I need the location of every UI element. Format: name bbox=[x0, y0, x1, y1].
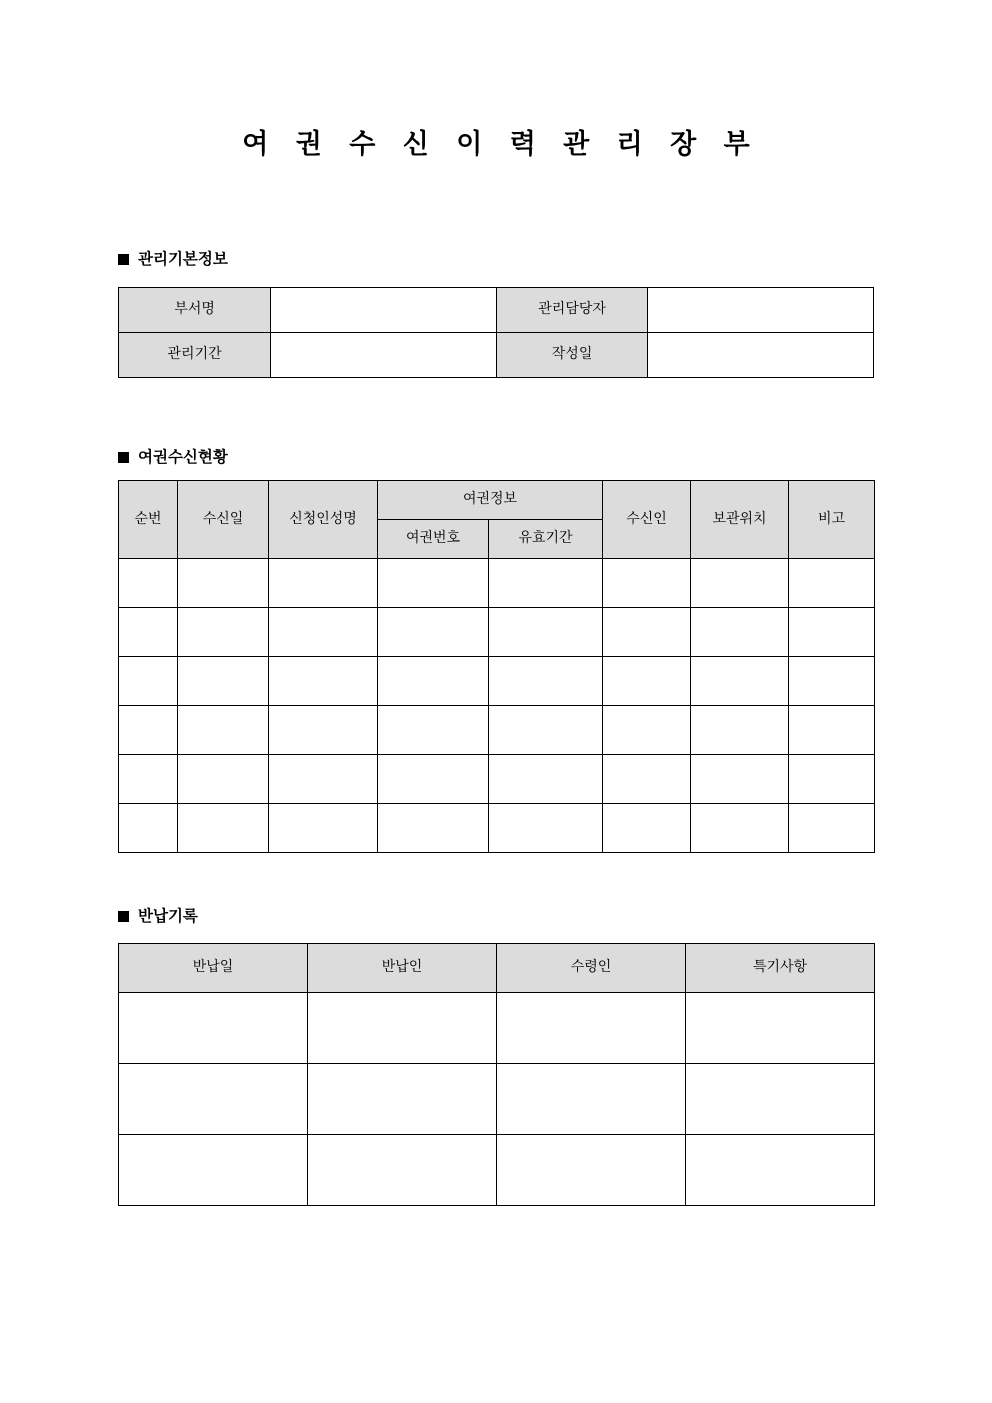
cell-passport-number[interactable] bbox=[378, 706, 489, 755]
header-text: 여권번호 bbox=[405, 530, 461, 547]
table-row bbox=[119, 1135, 875, 1206]
table-row bbox=[119, 559, 875, 608]
cell-applicant-name[interactable] bbox=[269, 559, 378, 608]
header-text: 순번 bbox=[134, 510, 162, 527]
cell-receiver[interactable] bbox=[603, 804, 691, 853]
column-header-return-date bbox=[119, 944, 308, 993]
cell-receiver[interactable] bbox=[603, 657, 691, 706]
section-heading-passport-status bbox=[118, 448, 228, 467]
header-text: 수령인 bbox=[570, 959, 612, 976]
cell-receive-date[interactable] bbox=[178, 804, 269, 853]
cell-receive-date[interactable] bbox=[178, 559, 269, 608]
cell-receiver[interactable] bbox=[603, 755, 691, 804]
cell-applicant-name[interactable] bbox=[269, 755, 378, 804]
return-record-body bbox=[119, 993, 875, 1206]
header-text: 유효기간 bbox=[518, 530, 573, 547]
table-row bbox=[119, 333, 874, 378]
table-row bbox=[119, 608, 875, 657]
cell-applicant-name[interactable] bbox=[269, 706, 378, 755]
value-cell-period[interactable] bbox=[271, 333, 497, 378]
section-heading-label: 반납기록 bbox=[138, 907, 198, 925]
table-row bbox=[119, 1064, 875, 1135]
table-row bbox=[119, 755, 875, 804]
section-heading-return-record bbox=[118, 907, 198, 926]
cell-recipient[interactable] bbox=[497, 1135, 686, 1206]
cell-receiver[interactable] bbox=[603, 608, 691, 657]
cell-valid-period[interactable] bbox=[489, 804, 603, 853]
header-text: 보관위치 bbox=[712, 510, 767, 527]
cell-remarks[interactable] bbox=[789, 755, 875, 804]
label-text: 부서명 bbox=[174, 301, 215, 318]
cell-applicant-name[interactable] bbox=[269, 804, 378, 853]
cell-storage-location[interactable] bbox=[691, 559, 789, 608]
table-row bbox=[119, 657, 875, 706]
cell-valid-period[interactable] bbox=[489, 657, 603, 706]
cell-seq[interactable] bbox=[119, 755, 178, 804]
section-heading-label: 관리기본정보 bbox=[138, 250, 228, 268]
cell-return-date[interactable] bbox=[119, 1064, 308, 1135]
header-text: 비고 bbox=[817, 510, 846, 527]
table-header-row-top bbox=[119, 481, 875, 520]
section-bullet-icon bbox=[118, 254, 129, 265]
label-text: 관리기간 bbox=[167, 346, 222, 363]
column-header-seq bbox=[119, 481, 178, 559]
cell-applicant-name[interactable] bbox=[269, 657, 378, 706]
cell-recipient[interactable] bbox=[497, 993, 686, 1064]
table-row bbox=[119, 288, 874, 333]
basic-info-table bbox=[118, 287, 874, 378]
cell-passport-number[interactable] bbox=[378, 657, 489, 706]
value-cell-department[interactable] bbox=[271, 288, 497, 333]
table-row bbox=[119, 706, 875, 755]
cell-receive-date[interactable] bbox=[178, 755, 269, 804]
cell-returner[interactable] bbox=[308, 1135, 497, 1206]
header-text: 특기사항 bbox=[752, 959, 808, 976]
section-bullet-icon bbox=[118, 911, 129, 922]
cell-valid-period[interactable] bbox=[489, 755, 603, 804]
cell-seq[interactable] bbox=[119, 706, 178, 755]
cell-storage-location[interactable] bbox=[691, 657, 789, 706]
cell-remarks[interactable] bbox=[789, 559, 875, 608]
column-header-receive-date bbox=[178, 481, 269, 559]
cell-notes[interactable] bbox=[686, 993, 875, 1064]
section-bullet-icon bbox=[118, 452, 129, 463]
header-text: 반납일 bbox=[192, 959, 234, 976]
cell-applicant-name[interactable] bbox=[269, 608, 378, 657]
cell-valid-period[interactable] bbox=[489, 559, 603, 608]
table-row bbox=[119, 993, 875, 1064]
header-text: 신청인성명 bbox=[289, 510, 357, 527]
section-heading-basic-info bbox=[118, 250, 228, 269]
cell-storage-location[interactable] bbox=[691, 755, 789, 804]
column-header-applicant-name bbox=[269, 481, 378, 559]
cell-storage-location[interactable] bbox=[691, 608, 789, 657]
cell-remarks[interactable] bbox=[789, 804, 875, 853]
cell-seq[interactable] bbox=[119, 657, 178, 706]
column-header-returner bbox=[308, 944, 497, 993]
cell-valid-period[interactable] bbox=[489, 608, 603, 657]
table-header-row bbox=[119, 944, 875, 993]
label-text: 작성일 bbox=[551, 346, 593, 363]
cell-seq[interactable] bbox=[119, 804, 178, 853]
value-cell-manager[interactable] bbox=[647, 288, 873, 333]
cell-returner[interactable] bbox=[308, 993, 497, 1064]
column-header-receiver bbox=[603, 481, 691, 559]
cell-storage-location[interactable] bbox=[691, 706, 789, 755]
cell-receiver[interactable] bbox=[603, 706, 691, 755]
label-cell-period bbox=[119, 333, 271, 378]
header-text: 여권정보 bbox=[462, 491, 518, 508]
table-row bbox=[119, 804, 875, 853]
return-record-table bbox=[118, 943, 875, 1206]
cell-return-date[interactable] bbox=[119, 1135, 308, 1206]
header-text: 수신인 bbox=[626, 510, 667, 527]
label-cell-manager bbox=[497, 288, 647, 333]
label-cell-created-date bbox=[497, 333, 647, 378]
column-header-passport-number bbox=[378, 520, 489, 559]
cell-return-date[interactable] bbox=[119, 993, 308, 1064]
column-header-storage-location bbox=[691, 481, 789, 559]
cell-seq[interactable] bbox=[119, 608, 178, 657]
cell-passport-number[interactable] bbox=[378, 608, 489, 657]
cell-passport-number[interactable] bbox=[378, 804, 489, 853]
cell-remarks[interactable] bbox=[789, 608, 875, 657]
passport-status-body bbox=[119, 559, 875, 853]
cell-notes[interactable] bbox=[686, 1064, 875, 1135]
section-heading-label: 여권수신현황 bbox=[138, 448, 228, 466]
cell-remarks[interactable] bbox=[789, 657, 875, 706]
cell-receive-date[interactable] bbox=[178, 657, 269, 706]
cell-passport-number[interactable] bbox=[378, 559, 489, 608]
column-header-passport-info-group bbox=[378, 481, 603, 520]
cell-receiver[interactable] bbox=[603, 559, 691, 608]
header-text: 수신일 bbox=[202, 510, 244, 527]
cell-returner[interactable] bbox=[308, 1064, 497, 1135]
cell-seq[interactable] bbox=[119, 559, 178, 608]
cell-passport-number[interactable] bbox=[378, 755, 489, 804]
cell-receive-date[interactable] bbox=[178, 706, 269, 755]
column-header-valid-period bbox=[489, 520, 603, 559]
value-cell-created-date[interactable] bbox=[647, 333, 873, 378]
label-cell-department bbox=[119, 288, 271, 333]
cell-valid-period[interactable] bbox=[489, 706, 603, 755]
header-text: 반납인 bbox=[381, 959, 423, 976]
passport-status-table bbox=[118, 480, 875, 853]
cell-storage-location[interactable] bbox=[691, 804, 789, 853]
cell-remarks[interactable] bbox=[789, 706, 875, 755]
cell-receive-date[interactable] bbox=[178, 608, 269, 657]
label-text: 관리담당자 bbox=[538, 301, 606, 318]
column-header-notes bbox=[686, 944, 875, 993]
column-header-recipient bbox=[497, 944, 686, 993]
cell-recipient[interactable] bbox=[497, 1064, 686, 1135]
column-header-remarks bbox=[789, 481, 875, 559]
page-title: 여 권 수 신 이 력 관 리 장 부 bbox=[242, 129, 759, 160]
cell-notes[interactable] bbox=[686, 1135, 875, 1206]
